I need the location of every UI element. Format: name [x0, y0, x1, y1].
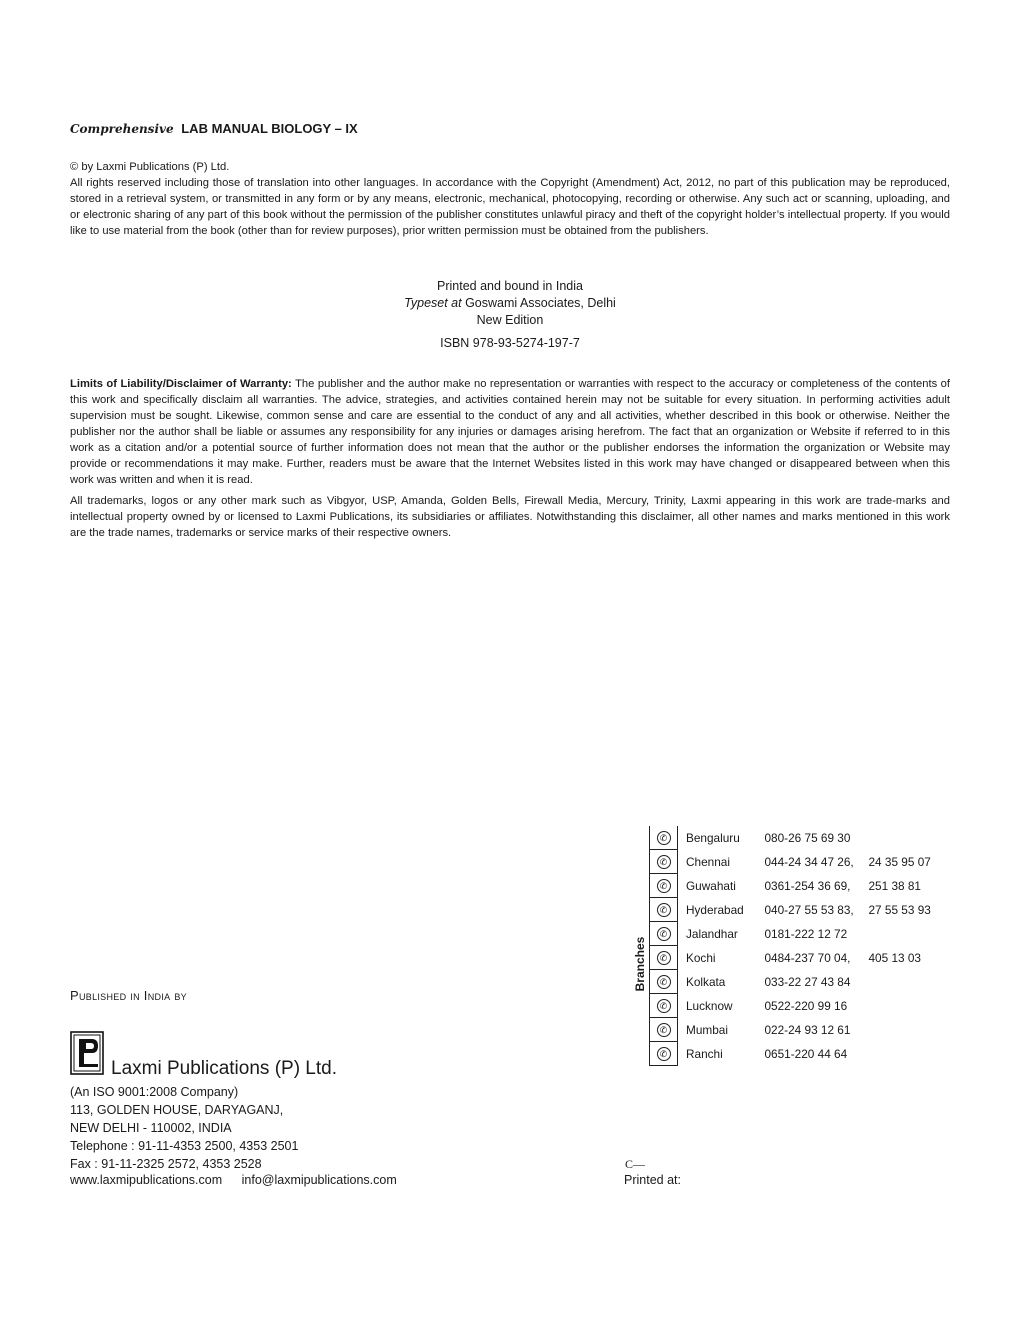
branch-row: [650, 1042, 939, 1066]
publisher-address: [70, 1083, 298, 1173]
branch-city: Mumbai: [686, 1022, 728, 1037]
branch-row: [650, 946, 939, 970]
phone-icon-cell: [650, 898, 678, 922]
phone-icon: ✆: [657, 903, 671, 917]
branch-city: Hyderabad: [686, 902, 744, 917]
publisher-logo: [70, 1031, 104, 1075]
address-line-1: 113, GOLDEN HOUSE, DARYAGANJ,: [70, 1103, 284, 1117]
title-main: LAB MANUAL BIOLOGY – IX: [181, 121, 358, 136]
branch-row: [650, 994, 939, 1018]
printed-at: Printed at:: [624, 1173, 681, 1187]
phone-icon-cell: [650, 946, 678, 970]
phone-icon: ✆: [657, 1047, 671, 1061]
disclaimer-block: [70, 376, 950, 488]
email-link[interactable]: info@laxmipublications.com: [241, 1173, 397, 1187]
printed-in: Printed and bound in India: [437, 279, 583, 293]
imprint-block: [300, 278, 720, 352]
branch-row: [650, 970, 939, 994]
branch-phone-1: 0484-237 70 04,: [764, 950, 851, 965]
typeset-by: Goswami Associates, Delhi: [465, 296, 616, 310]
publisher-name: Laxmi Publications (P) Ltd.: [111, 1058, 337, 1079]
branch-phone-2: 251 38 81: [868, 878, 921, 893]
phone-icon-cell: [650, 970, 678, 994]
branch-phone-2: [869, 826, 939, 850]
branch-phone-1: 040-27 55 53 83,: [764, 902, 854, 917]
copyright-block: [70, 159, 950, 239]
disclaimer-text: The publisher and the author make no representation or warranties with respect to the accuracy or completeness of the contents of this work and specifically disclaim all warranties. The advice, strategies, and activities contained herein may not be suitable for every situation. In performing activities adult supervision must be sought. Likewise, common sense and care are essential to the conduct of any and all activities, whether described in this book or otherwise. Neither the publisher nor the author shall be liable or assumes any responsibility for any injuries or damages arising herefrom. The fact that an organization or Website if referred to in this work as a citation and/or a potential source of further information does not mean that the author or the publisher endorses the information the organization or Website may provide or recommendations it may make. Further, readers must be aware that the Internet Websites listed in this work may have changed or disappeared between when this work was written and when it is read.: [70, 378, 950, 486]
phone-icon-cell: [650, 922, 678, 946]
branch-phone-2: [869, 970, 939, 994]
branch-phone-1: 044-24 34 47 26,: [764, 854, 854, 869]
branch-city: Chennai: [686, 854, 730, 869]
isbn: ISBN 978-93-5274-197-7: [440, 336, 580, 350]
branch-phone-2: 24 35 95 07: [868, 854, 931, 869]
branch-phone-2: [869, 1018, 939, 1042]
branch-phone-1: 033-22 27 43 84: [764, 974, 851, 989]
branch-city: Guwahati: [686, 878, 736, 893]
branch-phone-1: 080-26 75 69 30: [764, 830, 851, 845]
telephone: Telephone : 91-11-4353 2500, 4353 2501: [70, 1139, 299, 1153]
page-code: C—: [625, 1157, 646, 1171]
phone-icon: ✆: [657, 831, 671, 845]
typeset-line: [300, 295, 720, 312]
phone-icon-cell: [650, 874, 678, 898]
disclaimer-heading: Limits of Liability/Disclaimer of Warranty:: [70, 378, 292, 390]
branch-city: Kolkata: [686, 974, 726, 989]
fax: Fax : 91-11-2325 2572, 4353 2528: [70, 1157, 262, 1171]
branch-row: [650, 850, 939, 874]
branch-phone-2: 405 13 03: [868, 950, 921, 965]
published-in-label: Published in India by: [70, 988, 187, 1003]
phone-icon: ✆: [657, 927, 671, 941]
branch-phone-1: 0181-222 12 72: [764, 926, 848, 941]
edition: New Edition: [476, 313, 544, 327]
branch-phone-2: [869, 922, 939, 946]
title-script: Comprehensive: [70, 122, 174, 136]
branch-row: [650, 898, 939, 922]
branch-city: Bengaluru: [686, 830, 740, 845]
phone-icon: ✆: [657, 999, 671, 1013]
branches-table: [649, 826, 939, 1066]
branch-row: [650, 1018, 939, 1042]
address-line-2: NEW DELHI - 110002, INDIA: [70, 1121, 232, 1135]
phone-icon: ✆: [657, 855, 671, 869]
phone-icon: ✆: [657, 879, 671, 893]
branch-city: Jalandhar: [686, 926, 738, 941]
contact-links: [70, 1173, 397, 1187]
copyright-owner: © by Laxmi Publications (P) Ltd.: [70, 161, 230, 173]
book-title: [70, 121, 358, 136]
branch-row: [650, 922, 939, 946]
iso-note: (An ISO 9001:2008 Company): [70, 1085, 239, 1099]
branch-city: Ranchi: [686, 1046, 723, 1061]
phone-icon-cell: [650, 850, 678, 874]
phone-icon-cell: [650, 1018, 678, 1042]
branch-phone-1: 0361-254 36 69,: [764, 878, 851, 893]
branch-row: [650, 874, 939, 898]
branch-phone-2: [869, 994, 939, 1018]
phone-icon-cell: [650, 1042, 678, 1066]
trademarks-notice: All trademarks, logos or any other mark such as Vibgyor, USP, Amanda, Golden Bells, Firewall Media, Mercury, Trinity, Laxmi appearing in this work are trade-marks and intellectual property owned by or licensed to Laxmi Publications, its subsidiaries or affiliates. Notwithstanding this disclaimer, all other names and marks mentioned in this work are the trade names, trademarks or service marks of their respective owners.: [70, 495, 950, 539]
branch-phone-2: 27 55 53 93: [868, 902, 931, 917]
branch-city: Lucknow: [686, 998, 733, 1013]
branches-label: Branches: [633, 936, 647, 992]
phone-icon: ✆: [657, 1023, 671, 1037]
branch-row: [650, 826, 939, 850]
phone-icon-cell: [650, 826, 678, 850]
typeset-label: Typeset at: [404, 296, 462, 310]
phone-icon-cell: [650, 994, 678, 1018]
branch-phone-2: [869, 1042, 939, 1066]
phone-icon: ✆: [657, 951, 671, 965]
branch-phone-1: 0651-220 44 64: [764, 1046, 848, 1061]
phone-icon: ✆: [657, 975, 671, 989]
branch-phone-1: 022-24 93 12 61: [764, 1022, 851, 1037]
website-link[interactable]: www.laxmipublications.com: [70, 1173, 223, 1187]
copyright-notice: All rights reserved including those of translation into other languages. In accordance with the Copyright (Amendment) Act, 2012, no part of this publication may be reproduced, stored in a retrieval system, or transmitted in any form or by any means, electronic, mechanical, photocopying, recording or otherwise. Any such act or scanning, uploading, and or electronic sharing of any part of this book without the permission of the publisher constitutes unlawful piracy and theft of the copyright holder’s intellectual property. If you would like to use material from the book (other than for review purposes), prior written permission must be obtained from the publishers.: [70, 177, 950, 237]
branch-phone-1: 0522-220 99 16: [764, 998, 848, 1013]
branch-city: Kochi: [686, 950, 716, 965]
